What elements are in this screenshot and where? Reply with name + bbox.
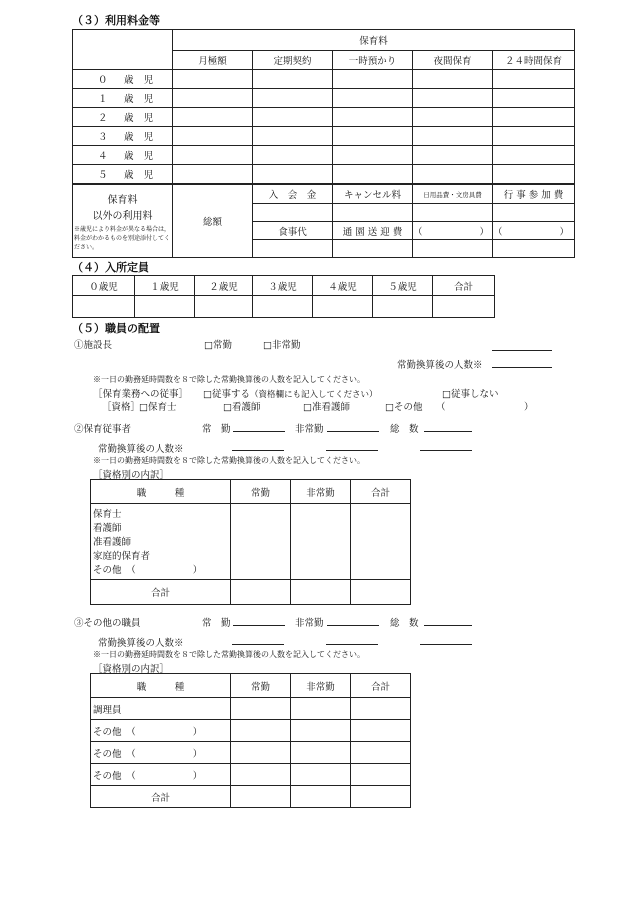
- count-cell[interactable]: [231, 580, 291, 605]
- job-other: その他 （ ）: [91, 742, 231, 764]
- fee-cell[interactable]: [253, 89, 333, 108]
- item-transport: 通 園 送 迎 費: [333, 222, 413, 240]
- fee-cell[interactable]: [333, 127, 413, 146]
- item-entry-fee: 入 会 金: [253, 185, 333, 204]
- fee-cell[interactable]: [493, 146, 575, 165]
- count-cell[interactable]: [231, 786, 291, 808]
- cap-col: ４歳児: [313, 276, 373, 296]
- section4-title: （４）入所定員: [72, 261, 149, 274]
- fee-cell[interactable]: [493, 89, 575, 108]
- fte-note: ※一日の勤務延時間数を８で除した常勤換算後の人数を記入してください。: [93, 456, 365, 465]
- fee-header: 保育料: [173, 30, 575, 51]
- director-fulltime-checkbox[interactable]: □常勤: [204, 340, 232, 351]
- count-cell[interactable]: [231, 698, 291, 720]
- fee-cell[interactable]: [413, 70, 493, 89]
- fee-cell[interactable]: [253, 165, 333, 184]
- age-label: ５ 歳 児: [73, 165, 173, 184]
- col-total: 合計: [351, 674, 411, 698]
- fee-cell[interactable]: [253, 240, 333, 258]
- fee-cell[interactable]: [333, 89, 413, 108]
- col-parttime: 非常勤: [291, 674, 351, 698]
- count-cell[interactable]: [291, 720, 351, 742]
- fte-label: 常勤換算後の人数※: [98, 638, 184, 649]
- count-cell[interactable]: [351, 742, 411, 764]
- count-cell[interactable]: [291, 580, 351, 605]
- total-count-field[interactable]: [424, 615, 472, 626]
- fte-total-field[interactable]: [420, 634, 472, 645]
- qual-other-open: （: [436, 402, 446, 413]
- age-row: [73, 108, 575, 127]
- fee-cell[interactable]: [493, 165, 575, 184]
- breakdown-label: ［資格別の内訳］: [93, 664, 170, 675]
- fee-cell[interactable]: [333, 70, 413, 89]
- parttime-count-field[interactable]: [327, 421, 379, 432]
- sum-label: 合計: [91, 580, 231, 605]
- cap-cell[interactable]: [73, 296, 135, 318]
- item-custom[interactable]: （ ）: [493, 222, 575, 240]
- cap-cell[interactable]: [313, 296, 373, 318]
- col-parttime: 非常勤: [291, 480, 351, 504]
- section5-title: （５）職員の配置: [72, 322, 160, 335]
- capacity-table: [72, 275, 575, 318]
- other-fee-label: 保育料 以外の利用料 ※歳児により料金が異なる場合は，料金がわかるものを別途添付してください。: [73, 185, 173, 258]
- job-other: その他 （ ）: [91, 720, 231, 742]
- qual-nursery-checkbox[interactable]: □保育士: [139, 402, 177, 413]
- age-label: １ 歳 児: [73, 89, 173, 108]
- parttime-label: 非常勤: [295, 618, 324, 629]
- age-label: ４ 歳 児: [73, 146, 173, 165]
- fee-cell[interactable]: [173, 89, 253, 108]
- director-parttime-checkbox[interactable]: □非常勤: [263, 340, 301, 351]
- age-label: ３ 歳 児: [73, 127, 173, 146]
- job-other: その他 （ ）: [91, 764, 231, 786]
- total-count-field[interactable]: [424, 421, 472, 432]
- count-cell[interactable]: [351, 720, 411, 742]
- qual-label: ［資格］: [102, 402, 141, 413]
- fte-fulltime-field[interactable]: [232, 440, 284, 451]
- count-cell[interactable]: [351, 764, 411, 786]
- fee-cell[interactable]: [333, 204, 413, 222]
- fee-cell[interactable]: [253, 108, 333, 127]
- count-cell[interactable]: [351, 698, 411, 720]
- fee-cell[interactable]: [333, 165, 413, 184]
- qual-assoc-nurse-checkbox[interactable]: □准看護師: [303, 402, 350, 413]
- fte-note: ※一日の勤務延時間数を８で除した常勤換算後の人数を記入してください。: [93, 650, 365, 659]
- other-fee-note: ※歳児により料金が異なる場合は，料金がわかるものを別途添付してください。: [74, 226, 171, 251]
- fee-cell[interactable]: [413, 240, 493, 258]
- count-cell[interactable]: [291, 786, 351, 808]
- col-fulltime: 常勤: [231, 480, 291, 504]
- fee-cell[interactable]: [413, 89, 493, 108]
- item-meal: 食事代: [253, 222, 333, 240]
- cap-cell[interactable]: [433, 296, 495, 318]
- parttime-label: 非常勤: [295, 424, 324, 435]
- fee-cell[interactable]: [413, 204, 493, 222]
- item-cancel-fee: キャンセル料: [333, 185, 413, 204]
- col-24h: ２４時間保育: [493, 51, 575, 70]
- other-fee-table: [72, 184, 575, 258]
- cap-cell[interactable]: [373, 296, 433, 318]
- fee-cell[interactable]: [493, 127, 575, 146]
- fee-cell[interactable]: [333, 240, 413, 258]
- cap-cell[interactable]: [253, 296, 313, 318]
- fte-label: 常勤換算後の人数※: [98, 444, 184, 455]
- total-label: 総 数: [390, 618, 419, 629]
- fulltime-count-field[interactable]: [233, 421, 285, 432]
- count-cell[interactable]: [231, 742, 291, 764]
- fte-note: ※一日の勤務延時間数を８で除した常勤換算後の人数を記入してください。: [93, 375, 365, 384]
- count-cell[interactable]: [291, 504, 351, 580]
- fee-cell[interactable]: [493, 204, 575, 222]
- fee-cell[interactable]: [253, 70, 333, 89]
- count-cell[interactable]: [351, 580, 411, 605]
- childcare-staff-label: ②保育従事者: [74, 424, 132, 435]
- fte-total-field[interactable]: [420, 440, 472, 451]
- fee-cell[interactable]: [413, 146, 493, 165]
- fee-cell[interactable]: [253, 204, 333, 222]
- count-cell[interactable]: [231, 504, 291, 580]
- fee-cell[interactable]: [253, 127, 333, 146]
- age-row: [73, 127, 575, 146]
- fee-cell[interactable]: [493, 240, 575, 258]
- sum-label: 合計: [91, 786, 231, 808]
- fte-fulltime-field[interactable]: [232, 634, 284, 645]
- cap-col: ５歳児: [373, 276, 433, 296]
- count-cell[interactable]: [231, 720, 291, 742]
- parttime-count-field[interactable]: [327, 615, 379, 626]
- fee-cell[interactable]: [333, 146, 413, 165]
- engage-yes-checkbox[interactable]: □従事する（資格欄にも記入してください）: [203, 389, 378, 400]
- col-job: 職 種: [91, 480, 231, 504]
- fee-table: [72, 29, 575, 185]
- cap-col: ２歳児: [195, 276, 253, 296]
- section3-title: （３）利用料金等: [72, 14, 160, 27]
- cap-col-total: 合計: [433, 276, 495, 296]
- other-staff-label: ③その他の職員: [74, 618, 141, 629]
- fee-cell[interactable]: [173, 108, 253, 127]
- director-line: [492, 340, 552, 351]
- cap-col: １歳児: [135, 276, 195, 296]
- breakdown-label: ［資格別の内訳］: [93, 470, 170, 481]
- age-row: [73, 165, 575, 184]
- cap-col: ３歳児: [253, 276, 313, 296]
- col-fulltime: 常勤: [231, 674, 291, 698]
- engage-no-checkbox[interactable]: □従事しない: [442, 389, 499, 400]
- fte-parttime-field[interactable]: [326, 440, 378, 451]
- fee-cell[interactable]: [333, 108, 413, 127]
- director-fte-label: 常勤換算後の人数※: [397, 360, 483, 371]
- age-row: [73, 146, 575, 165]
- childcare-qual-table: [90, 479, 411, 605]
- job-cook: 調理員: [91, 698, 231, 720]
- age-label: ０ 歳 児: [73, 70, 173, 89]
- age-label: ２ 歳 児: [73, 108, 173, 127]
- count-cell[interactable]: [291, 742, 351, 764]
- cap-col: ０歳児: [73, 276, 135, 296]
- director-label: ①施設長: [74, 340, 113, 351]
- qual-other-close: ）: [524, 402, 534, 413]
- fee-cell[interactable]: [493, 70, 575, 89]
- age-row: [73, 70, 575, 89]
- cap-cell[interactable]: [135, 296, 195, 318]
- fee-cell[interactable]: [173, 165, 253, 184]
- count-cell[interactable]: [351, 504, 411, 580]
- col-total: 合計: [351, 480, 411, 504]
- count-cell[interactable]: [231, 764, 291, 786]
- col-contract: 定期契約: [253, 51, 333, 70]
- other-staff-table: [90, 673, 411, 808]
- age-row: [73, 89, 575, 108]
- cap-cell[interactable]: [195, 296, 253, 318]
- director-fte-field[interactable]: [492, 357, 552, 368]
- item-event: 行 事 参 加 費: [493, 185, 575, 204]
- fee-cell[interactable]: [253, 146, 333, 165]
- fee-cell[interactable]: [173, 70, 253, 89]
- fulltime-count-field[interactable]: [233, 615, 285, 626]
- fee-cell[interactable]: [413, 108, 493, 127]
- col-monthly: 月極額: [173, 51, 253, 70]
- fee-cell[interactable]: [413, 127, 493, 146]
- total-amount: 総額: [173, 185, 253, 258]
- engage-label: ［保育業務への従事］: [93, 389, 189, 400]
- job-list: 保育士 看護師 准看護師 家庭的保育者 その他 （ ）: [91, 504, 231, 580]
- col-temporary: 一時預かり: [333, 51, 413, 70]
- fee-cell[interactable]: [413, 165, 493, 184]
- fee-cell[interactable]: [173, 146, 253, 165]
- fte-parttime-field[interactable]: [326, 634, 378, 645]
- fulltime-label: 常 勤: [202, 618, 231, 629]
- col-night: 夜間保育: [413, 51, 493, 70]
- qual-other-checkbox[interactable]: □その他: [385, 402, 423, 413]
- item-supplies: 日用品費・文房具費: [413, 185, 493, 204]
- fee-cell[interactable]: [493, 108, 575, 127]
- fee-cell[interactable]: [173, 127, 253, 146]
- fulltime-label: 常 勤: [202, 424, 231, 435]
- count-cell[interactable]: [291, 764, 351, 786]
- item-custom[interactable]: （ ）: [413, 222, 493, 240]
- total-label: 総 数: [390, 424, 419, 435]
- col-job: 職 種: [91, 674, 231, 698]
- qual-nurse-checkbox[interactable]: □看護師: [223, 402, 261, 413]
- count-cell[interactable]: [291, 698, 351, 720]
- count-cell[interactable]: [351, 786, 411, 808]
